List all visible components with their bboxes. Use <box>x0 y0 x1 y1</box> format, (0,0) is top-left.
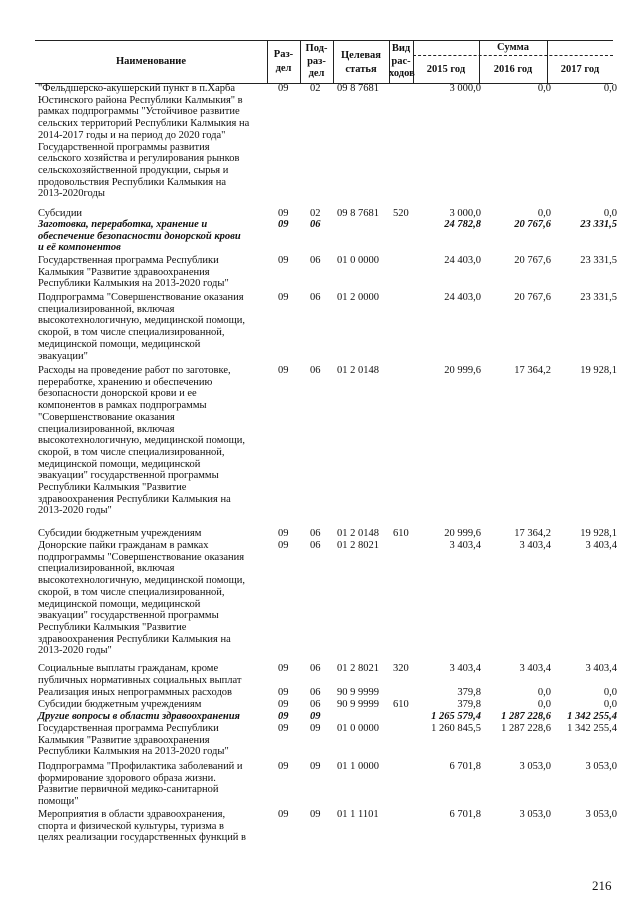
row-name-line: Республики Калмыкия "Развитие <box>38 482 187 494</box>
row-name <box>38 292 260 362</box>
row-podrazdel: 09 <box>310 723 321 734</box>
row-name-line: 2014-2017 годы и на период до 2020 года" <box>38 129 226 141</box>
row-name-line: переработке, хранению и обеспечению <box>38 376 213 388</box>
row-sum-2017: 0,0 <box>603 687 617 698</box>
row-celevaya-statya: 01 0 0000 <box>337 255 379 266</box>
row-sum-2015: 24 403,0 <box>444 255 481 266</box>
row-sum-2017: 0,0 <box>603 699 617 710</box>
row-name <box>38 365 260 517</box>
row-name-line: 2013-2020годы <box>38 188 105 200</box>
row-name-line: высокотехнологичную, медицинской помощи, <box>38 575 245 587</box>
row-name-line: специализированной, включая <box>38 563 175 575</box>
row-name <box>38 723 260 758</box>
row-name <box>38 219 260 254</box>
row-name-line: Заготовка, переработка, хранение и <box>38 219 208 230</box>
row-sum-2017: 23 331,5 <box>580 219 617 230</box>
row-sum-2016: 0,0 <box>537 699 551 710</box>
row-name-line: специализированной, включая <box>38 423 175 435</box>
row-name-line: 2013-2020 годы" <box>38 505 112 517</box>
row-name-line: здравоохранения Республики Калмыкия на <box>38 493 231 505</box>
row-name-line: сельских территорий Республики Калмыкия на <box>38 118 250 130</box>
row-name-line: Государственной программы развития <box>38 141 210 153</box>
row-sum-2016: 20 767,6 <box>514 292 551 303</box>
row-name-line: обеспечение безопасности донорской крови <box>38 230 241 242</box>
row-name <box>38 83 260 200</box>
page-number: 216 <box>592 878 612 893</box>
row-name-line: Донорские пайки гражданам в рамках <box>38 540 209 551</box>
row-podrazdel: 09 <box>310 809 321 820</box>
row-sum-2015: 20 999,6 <box>444 365 481 376</box>
row-sum-2015: 3 000,0 <box>449 208 481 219</box>
row-name-line: высокотехнологичную, медицинской помощи, <box>38 435 245 447</box>
row-name <box>38 540 260 657</box>
row-vid-rashodov: 320 <box>393 663 409 674</box>
row-podrazdel: 06 <box>310 255 321 266</box>
row-sum-2015: 379,8 <box>457 687 481 698</box>
row-celevaya-statya: 01 2 8021 <box>337 540 379 551</box>
row-sum-2015: 1 260 845,5 <box>431 723 481 734</box>
row-podrazdel: 06 <box>310 292 321 303</box>
row-name-line: Республики Калмыкия на 2013-2020 годы" <box>38 278 229 290</box>
row-name-line: медицинской помощи, медицинской <box>38 598 201 610</box>
header-razdel: Раз- дел <box>273 49 294 74</box>
row-celevaya-statya: 09 8 7681 <box>337 83 379 94</box>
row-celevaya-statya: 90 9 9999 <box>337 687 379 698</box>
row-celevaya-statya: 09 8 7681 <box>337 208 379 219</box>
row-name-line: рамках подпрограммы "Устойчивое развитие <box>38 106 240 118</box>
row-name <box>38 208 260 220</box>
row-sum-2017: 1 342 255,4 <box>567 711 617 722</box>
row-sum-2015: 24 403,0 <box>444 292 481 303</box>
row-name-line: Подпрограмма "Профилактика заболеваний и <box>38 761 243 772</box>
row-name <box>38 687 260 699</box>
header-vid: Вид рас- ходов <box>389 43 415 79</box>
row-sum-2015: 379,8 <box>457 699 481 710</box>
row-name-line: Мероприятия в области здравоохранения, <box>38 809 226 820</box>
row-celevaya-statya: 01 2 0000 <box>337 292 379 303</box>
row-podrazdel: 02 <box>310 208 321 219</box>
header-2015: 2015 год <box>426 64 466 75</box>
row-celevaya-statya: 01 2 0148 <box>337 528 379 539</box>
row-name <box>38 255 260 290</box>
row-razdel: 09 <box>278 699 289 710</box>
table-header <box>35 40 613 84</box>
row-name-line: Калмыкия "Развитие здравоохранения <box>38 266 210 278</box>
row-celevaya-statya: 01 1 0000 <box>337 761 379 772</box>
row-sum-2015: 3 403,4 <box>449 663 481 674</box>
row-name-line: сельскохозяйственной продукции, сырья и <box>38 164 229 176</box>
row-podrazdel: 06 <box>310 528 321 539</box>
row-name-line: Реализация иных непрограммных расходов <box>38 687 233 698</box>
row-name-line: Республики Калмыкия "Развитие <box>38 621 187 633</box>
row-name-line: и её компонентов <box>38 242 121 254</box>
row-vid-rashodov: 520 <box>393 208 409 219</box>
row-celevaya-statya: 01 1 1101 <box>337 809 379 820</box>
row-sum-2015: 20 999,6 <box>444 528 481 539</box>
row-name-line: эвакуации" <box>38 350 88 362</box>
row-name-line: скорой, в том числе специализированной, <box>38 586 225 598</box>
row-sum-2016: 0,0 <box>537 687 551 698</box>
row-sum-2016: 0,0 <box>537 208 551 219</box>
row-name-line: публичных нормативных социальных выплат <box>38 674 242 686</box>
row-name-line: "Фельдшерско-акушерский пункт в п.Харба <box>38 83 236 94</box>
row-sum-2017: 23 331,5 <box>580 255 617 266</box>
row-podrazdel: 06 <box>310 663 321 674</box>
row-name-line: "Совершенствование оказания <box>38 411 175 423</box>
row-podrazdel: 06 <box>310 365 321 376</box>
row-sum-2016: 20 767,6 <box>514 255 551 266</box>
row-name-line: здравоохранения Республики Калмыкия на <box>38 633 231 645</box>
row-name-line: формирование здорового образа жизни. <box>38 772 216 784</box>
row-vid-rashodov: 610 <box>393 699 409 710</box>
row-podrazdel: 09 <box>310 711 321 722</box>
row-podrazdel: 09 <box>310 761 321 772</box>
row-vid-rashodov: 610 <box>393 528 409 539</box>
row-name-line: Субсидии <box>38 208 83 219</box>
row-razdel: 09 <box>278 292 289 303</box>
row-razdel: 09 <box>278 663 289 674</box>
row-sum-2016: 3 403,4 <box>519 540 551 551</box>
row-podrazdel: 06 <box>310 699 321 710</box>
header-name: Наименование <box>116 56 186 67</box>
row-name-line: безопасности донорской крови и ее <box>38 388 197 400</box>
row-sum-2017: 3 053,0 <box>585 761 617 772</box>
row-sum-2017: 1 342 255,4 <box>567 723 617 734</box>
row-name-line: спорта и физической культуры, туризма в <box>38 820 225 832</box>
row-podrazdel: 06 <box>310 540 321 551</box>
row-name-line: медицинской помощи, медицинской <box>38 338 201 350</box>
row-razdel: 09 <box>278 711 289 722</box>
row-celevaya-statya: 01 2 8021 <box>337 663 379 674</box>
row-podrazdel: 02 <box>310 83 321 94</box>
row-name-line: Социальные выплаты гражданам, кроме <box>38 663 219 674</box>
row-name-line: помощи" <box>38 796 79 808</box>
row-name-line: продовольствия Республики Калмыкия на <box>38 176 227 188</box>
row-name <box>38 761 260 808</box>
row-name <box>38 528 260 540</box>
row-name-line: целях реализации государственных функций в <box>38 832 247 844</box>
row-sum-2015: 3 403,4 <box>449 540 481 551</box>
row-name-line: скорой, в том числе специализированной, <box>38 327 225 339</box>
row-name-line: Государственная программа Республики <box>38 255 219 266</box>
row-name-line: специализированной, включая <box>38 303 175 315</box>
header-2017: 2017 год <box>560 64 600 75</box>
row-razdel: 09 <box>278 809 289 820</box>
row-sum-2015: 24 782,8 <box>444 219 481 230</box>
row-name-line: компонентов в рамках подпрограммы <box>38 400 207 412</box>
row-name-line: медицинской помощи, медицинской <box>38 458 201 470</box>
row-sum-2017: 3 053,0 <box>585 809 617 820</box>
row-sum-2015: 3 000,0 <box>449 83 481 94</box>
row-podrazdel: 06 <box>310 687 321 698</box>
row-sum-2016: 3 053,0 <box>519 809 551 820</box>
row-razdel: 09 <box>278 540 289 551</box>
row-razdel: 09 <box>278 208 289 219</box>
row-name-line: сельского хозяйства и регулирования рынков <box>38 153 240 165</box>
row-razdel: 09 <box>278 723 289 734</box>
row-sum-2016: 3 403,4 <box>519 663 551 674</box>
row-name-line: эвакуации" государственной программы <box>38 470 219 482</box>
row-sum-2016: 3 053,0 <box>519 761 551 772</box>
row-razdel: 09 <box>278 219 289 230</box>
row-sum-2017: 19 928,1 <box>580 528 617 539</box>
row-razdel: 09 <box>278 528 289 539</box>
header-summa: Сумма <box>497 42 529 53</box>
row-name-line: подпрограммы "Совершенствование оказания <box>38 551 245 563</box>
row-name-line: Другие вопросы в области здравоохранения <box>38 711 240 722</box>
row-name-line: Расходы на проведение работ по заготовке, <box>38 365 231 376</box>
row-sum-2017: 23 331,5 <box>580 292 617 303</box>
row-sum-2016: 20 767,6 <box>514 219 551 230</box>
row-razdel: 09 <box>278 687 289 698</box>
row-name <box>38 711 260 723</box>
row-sum-2017: 0,0 <box>603 208 617 219</box>
row-sum-2015: 6 701,8 <box>449 809 481 820</box>
row-razdel: 09 <box>278 255 289 266</box>
row-name-line: Юстинского района Республики Калмыкия" в <box>38 94 243 106</box>
row-sum-2015: 6 701,8 <box>449 761 481 772</box>
header-podrazdel: Под- раз- дел <box>305 43 328 79</box>
row-razdel: 09 <box>278 365 289 376</box>
row-sum-2016: 0,0 <box>537 83 551 94</box>
row-name <box>38 809 260 844</box>
row-name-line: высокотехнологичную, медицинской помощи, <box>38 315 245 327</box>
row-sum-2017: 19 928,1 <box>580 365 617 376</box>
header-celevaya: Целевая статья <box>341 50 381 75</box>
row-celevaya-statya: 90 9 9999 <box>337 699 379 710</box>
row-name-line: Субсидии бюджетным учреждениям <box>38 528 202 539</box>
row-name <box>38 663 260 686</box>
row-sum-2017: 3 403,4 <box>585 540 617 551</box>
row-name-line: Субсидии бюджетным учреждениям <box>38 699 202 710</box>
row-name-line: скорой, в том числе специализированной, <box>38 446 225 458</box>
row-name <box>38 699 260 711</box>
row-name-line: Республики Калмыкия на 2013-2020 годы" <box>38 746 229 758</box>
row-podrazdel: 06 <box>310 219 321 230</box>
row-name-line: Калмыкия "Развитие здравоохранения <box>38 734 210 746</box>
row-razdel: 09 <box>278 761 289 772</box>
row-celevaya-statya: 01 0 0000 <box>337 723 379 734</box>
row-sum-2016: 1 287 228,6 <box>501 711 551 722</box>
row-sum-2017: 0,0 <box>603 83 617 94</box>
header-2016: 2016 год <box>493 64 533 75</box>
row-name-line: Развитие первичной медико-санитарной <box>38 784 219 796</box>
row-razdel: 09 <box>278 83 289 94</box>
row-sum-2017: 3 403,4 <box>585 663 617 674</box>
row-sum-2016: 17 364,2 <box>514 528 551 539</box>
row-sum-2016: 17 364,2 <box>514 365 551 376</box>
row-sum-2016: 1 287 228,6 <box>501 723 551 734</box>
row-celevaya-statya: 01 2 0148 <box>337 365 379 376</box>
row-name-line: 2013-2020 годы" <box>38 645 112 657</box>
row-name-line: Подпрограмма "Совершенствование оказания <box>38 292 244 303</box>
row-name-line: эвакуации" государственной программы <box>38 610 219 622</box>
row-name-line: Государственная программа Республики <box>38 723 219 734</box>
row-sum-2015: 1 265 579,4 <box>431 711 481 722</box>
